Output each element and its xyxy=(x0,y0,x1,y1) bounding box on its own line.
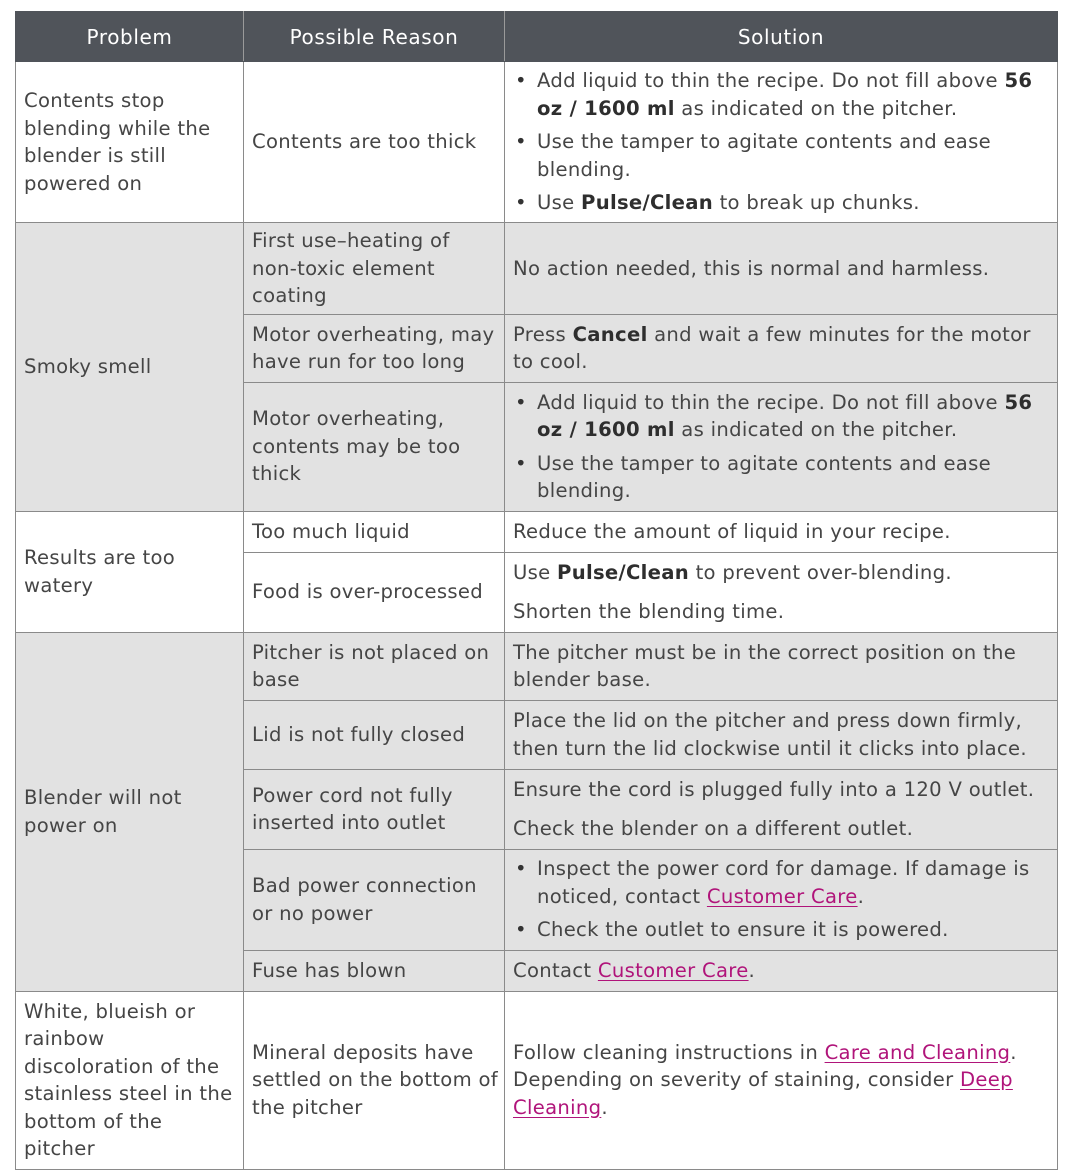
table-row xyxy=(16,632,1058,700)
solution-cell: Place the lid on the pitcher and press down firmly, then turn the lid clockwise until it clicks into place. xyxy=(505,700,1058,769)
troubleshooting-table xyxy=(15,11,1058,1170)
solution-bullet-list xyxy=(513,67,1051,217)
table-header-row xyxy=(16,12,1058,62)
table-row xyxy=(16,62,1058,223)
problem-cell: White, blueish or rainbow discoloration of the stainless steel in the bottom of the pitcher xyxy=(16,991,244,1169)
reason-cell: Fuse has blown xyxy=(244,950,505,991)
solution-bullet: • Check the outlet to ensure it is powered. xyxy=(513,916,1051,944)
header-problem: Problem xyxy=(16,12,244,62)
solution-bullet-list xyxy=(513,389,1051,505)
problem-cell: Blender will not power on xyxy=(16,632,244,991)
solution-bullet: • Use Pulse/Clean to break up chunks. xyxy=(513,189,1051,217)
header-solution: Solution xyxy=(505,12,1058,62)
table-row xyxy=(16,223,1058,315)
table-row xyxy=(16,511,1058,552)
solution-cell xyxy=(505,382,1058,511)
reason-cell: Too much liquid xyxy=(244,511,505,552)
solution-bullet-list xyxy=(513,855,1051,944)
problem-cell: Contents stop blending while the blender is still powered on xyxy=(16,62,244,223)
problem-cell: Smoky smell xyxy=(16,223,244,512)
solution-cell xyxy=(505,62,1058,223)
solution-cell: No action needed, this is normal and harmless. xyxy=(505,223,1058,315)
reason-cell: Bad power connection or no power xyxy=(244,849,505,950)
reason-cell: Power cord not fully inserted into outlet xyxy=(244,769,505,849)
reason-cell: Food is over-processed xyxy=(244,552,505,632)
solution-cell: Contact Customer Care. xyxy=(505,950,1058,991)
reason-cell: Mineral deposits have settled on the bottom of the pitcher xyxy=(244,991,505,1169)
solution-cell xyxy=(505,849,1058,950)
solution-cell: Press Cancel and wait a few minutes for the motor to cool. xyxy=(505,314,1058,382)
solution-cell: Use Pulse/Clean to prevent over-blending. Shorten the blending time. xyxy=(505,552,1058,632)
reason-cell: Motor overheating, contents may be too thick xyxy=(244,382,505,511)
reason-cell: First use–heating of non-toxic element coating xyxy=(244,223,505,315)
customer-care-link[interactable]: Customer Care xyxy=(597,958,749,982)
solution-bullet: • Add liquid to thin the recipe. Do not fill above 56 oz / 1600 ml as indicated on the pitcher. xyxy=(513,67,1051,122)
solution-bullet: • Add liquid to thin the recipe. Do not fill above 56 oz / 1600 ml as indicated on the pitcher. xyxy=(513,389,1051,444)
solution-bullet: • Use the tamper to agitate contents and ease blending. xyxy=(513,450,1051,505)
header-possible-reason: Possible Reason xyxy=(244,12,505,62)
reason-cell: Pitcher is not placed on base xyxy=(244,632,505,700)
solution-cell: Follow cleaning instructions in Care and Cleaning. Depending on severity of staining, consider Deep Cleaning. xyxy=(505,991,1058,1169)
solution-cell: Ensure the cord is plugged fully into a 120 V outlet. Check the blender on a different outlet. xyxy=(505,769,1058,849)
reason-cell: Motor overheating, may have run for too long xyxy=(244,314,505,382)
solution-bullet: • Use the tamper to agitate contents and ease blending. xyxy=(513,128,1051,183)
solution-cell: Reduce the amount of liquid in your recipe. xyxy=(505,511,1058,552)
solution-cell: The pitcher must be in the correct position on the blender base. xyxy=(505,632,1058,700)
table-row xyxy=(16,991,1058,1169)
deep-cleaning-link[interactable]: Deep Cleaning xyxy=(513,1068,1013,1119)
reason-cell: Lid is not fully closed xyxy=(244,700,505,769)
care-and-cleaning-link[interactable]: Care and Cleaning xyxy=(824,1040,1011,1064)
solution-bullet: • Inspect the power cord for damage. If damage is noticed, contact Customer Care. xyxy=(513,855,1051,910)
reason-cell: Contents are too thick xyxy=(244,62,505,223)
problem-cell: Results are too watery xyxy=(16,511,244,632)
customer-care-link[interactable]: Customer Care xyxy=(706,884,858,908)
